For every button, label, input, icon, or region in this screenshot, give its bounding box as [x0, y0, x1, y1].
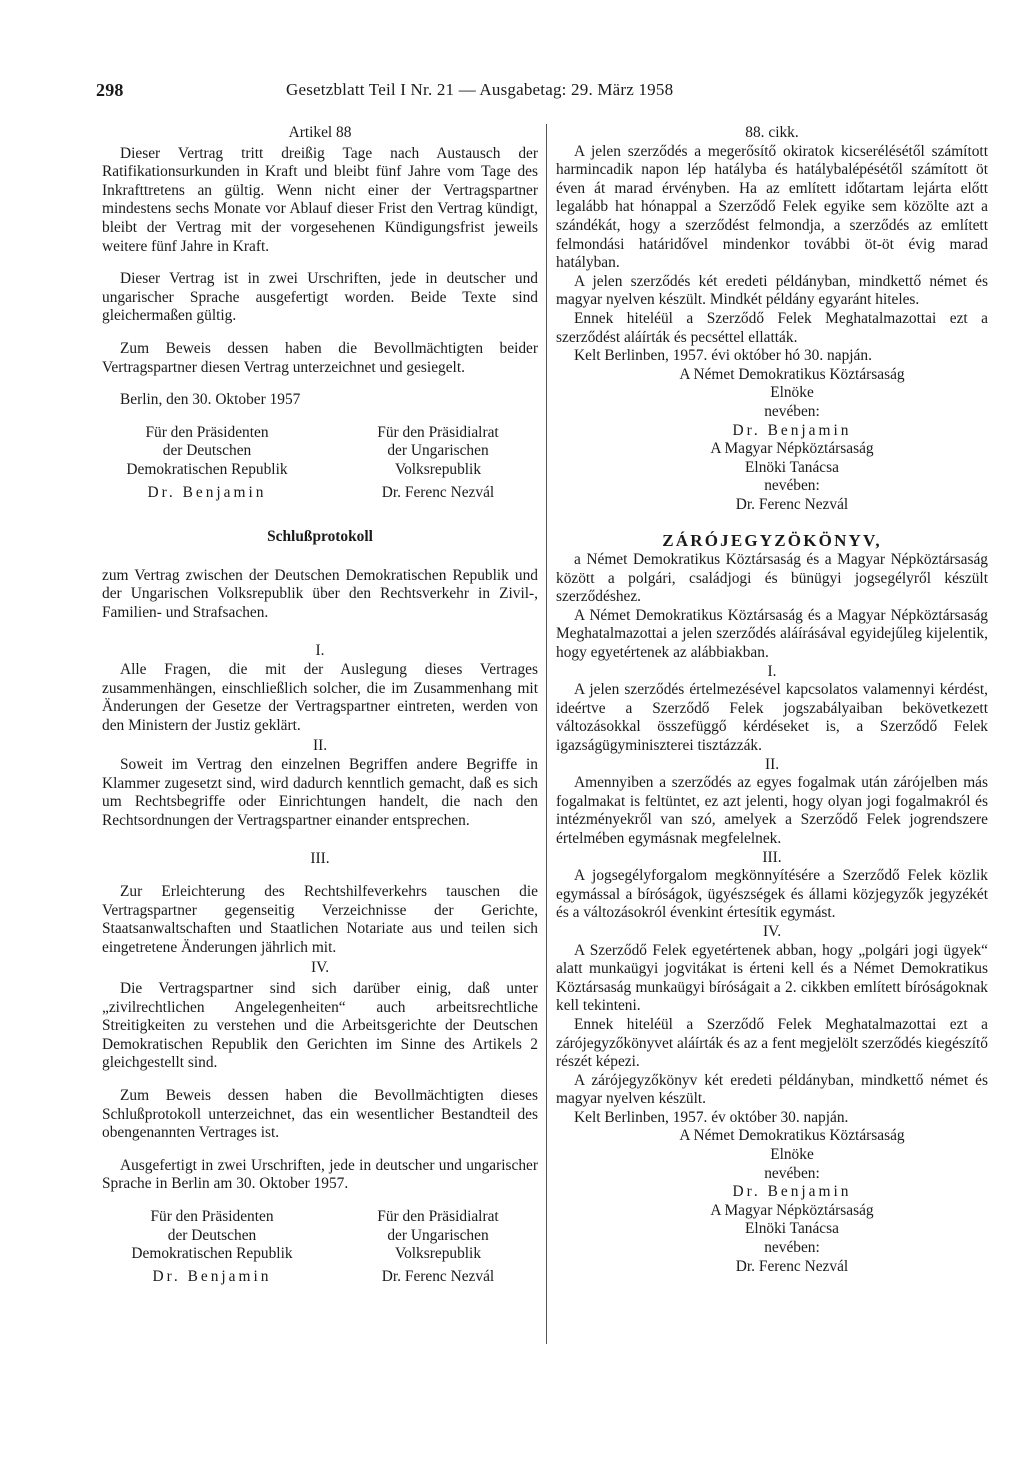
signature-hungary	[338, 424, 538, 502]
zarojegyzokonyv-title: ZÁRÓJEGYZÖKÖNYV,	[662, 531, 882, 551]
schlussprotokoll-title: Schlußprotokoll	[267, 528, 373, 546]
zarojegyzokonyv-paragraph: A Német Demokratikus Köztársaság és a Magyar Népköztársaság Meghatalmazottai a jelen szerződés aláírásával egyidejűleg kijelentik, hogy egyetértenek az alábbiakban.	[556, 606, 988, 662]
cikk-88-paragraph-2: A jelen szerződés két eredeti példányban, mindkettő német és magyar nyelven készült. Mindkét példány egyaránt hiteles.	[556, 272, 988, 309]
cikk-88-paragraph-3: Ennek hiteléül a Szerződő Felek Meghatalmazottai ezt a szerződést aláírták és pecséttel ellatták.	[556, 309, 988, 346]
page-header	[96, 80, 944, 108]
section-heading: II.	[764, 755, 780, 773]
section-heading: II.	[312, 737, 328, 755]
section-text: Alle Fragen, die mit der Auslegung dieses Vertrages zusammenhängen, einschließlich solcher, die im Zusammenhang mit Änderungen der Gesetze der Vertragspartner eintreten, werden von den Ministern der Justiz geklärt.	[102, 661, 538, 734]
signature-hungary	[338, 1208, 538, 1286]
signature-gdr	[596, 1127, 988, 1276]
signature-line: Für den Präsidialrat	[377, 1207, 499, 1225]
running-head: Gesetzblatt Teil I Nr. 21 — Ausgabetag: 29. März 1958	[286, 80, 674, 99]
signature-gdr	[102, 424, 312, 502]
section-text: A jogsegélyforgalom megkönnyítésére a Szerződő Felek közlik egymással a bíróságok, ügyészségek és állami közjegyzők jegyzékét és a változásokról évenkint értesítik egymást.	[556, 867, 988, 922]
column-divider	[546, 124, 547, 1344]
signature-line: Volksrepublik	[394, 460, 482, 478]
section-heading: I.	[315, 642, 325, 660]
signature-line: nevében:	[764, 1164, 820, 1182]
signature-block	[102, 1208, 538, 1286]
signatory-name: Dr. Ferenc Nezvál	[735, 1257, 849, 1275]
section-heading: III.	[310, 850, 330, 868]
schlussprotokoll-intro: zum Vertrag zwischen der Deutschen Demokratischen Republik und der Ungarischen Volksrepublik über den Rechtsverkehr in Zivil-, Familien- und Strafsachen.	[102, 566, 538, 621]
article-88-paragraph-2: Dieser Vertrag ist in zwei Urschriften, jede in deutscher und ungarischer Sprache ausgefertigt worden. Beide Texte sind gleichermaßen gültig.	[102, 270, 538, 325]
zarojegyzokonyv-paragraph: A zárójegyzőkönyv két eredeti példányban, mindkettő német és magyar nyelven készült.	[556, 1071, 988, 1108]
section-text: Zur Erleichterung des Rechtshilfeverkehrs tauschen die Vertragspartner gegenseitig Verzeichnisse der Gerichte, Staatsanwaltschaften und Staatlichen Notariate aus und teilen sich eingetretene Änderungen jährlich mit.	[102, 883, 538, 956]
signature-line: Elnöke	[770, 384, 814, 402]
section-heading: IV.	[762, 922, 782, 940]
signature-line: der Deutschen	[167, 1226, 257, 1244]
signature-line: Demokratischen Republik	[131, 1245, 293, 1263]
signature-line: Volksrepublik	[394, 1245, 482, 1263]
signature-block	[102, 424, 538, 502]
signature-gdr	[102, 1208, 322, 1286]
signature-line: der Ungarischen	[387, 1226, 489, 1244]
signatory-name: Dr. Ferenc Nezvál	[381, 1267, 495, 1285]
section-text: Die Vertragspartner sind sich darüber einig, daß unter „zivilrechtlichen Angelegenheiten“ auch arbeitsrechtliche Streitigkeiten zu verstehen und die Arbeitsgerichte der Deutschen Demokratischen Republik den Gerichten im Sinne des Artikels 2 gleichgestellt sind.	[102, 979, 538, 1072]
section-text: A Szerződő Felek egyetértenek abban, hogy „polgári jogi ügyek“ alatt munkaügyi jogvitákat is érteni kell és a Német Demokratikus Köztársaság munkaügyi bíróságait a 2. cikkben említett bíróságoknak kell tekinteni.	[556, 941, 988, 1015]
section-text: Amennyiben a szerződés az egyes fogalmak után zárójelben más fogalmakat is feltüntet, ez azt jelenti, hogy olyan jogi fogalmakról és intézményekről van szó, amelyek a Szerződő Felek jogrendszere értelmében egymásnak megfelelnek.	[556, 774, 988, 847]
signature-line: der Deutschen	[162, 442, 252, 460]
section-text: Soweit im Vertrag den einzelnen Begriffen andere Begriffe in Klammer zugesetzt sind, wird dadurch kenntlich gemacht, daß es sich um Rechtsbegriffe oder Einrichtungen handelt, die nach den Rechtsordnungen der Vertragspartner einander entsprechen.	[102, 756, 538, 829]
signatory-name: Dr. Benjamin	[732, 421, 852, 439]
signature-line: Demokratischen Republik	[126, 460, 288, 478]
page-number: 298	[96, 80, 124, 100]
article-88-heading: Artikel 88	[288, 124, 352, 141]
signature-line: Elnöki Tanácsa	[745, 1220, 839, 1238]
signature-line: Elnöki Tanácsa	[745, 458, 839, 476]
cikk-88-paragraph-1: A jelen szerződés a megerősítő okiratok kicserélésétől számított harmincadik napon lép hatályba és hatálybalépésétől számított öt éven át marad érvényben. Ha az említett időtartam lejárta előtt legalább hat hónappal a Szerződő Felek egyike sem közölte azt a szándékát, hogy a szerződést felmondja, a szerződés az említett felmondási határidővel mindenkor további öt-öt évig marad hatályban.	[556, 142, 988, 272]
section-heading: III.	[762, 848, 782, 866]
signatory-name: Dr. Benjamin	[732, 1183, 852, 1201]
signatory-name: Dr. Benjamin	[147, 483, 267, 501]
right-column	[556, 124, 988, 1276]
section-heading: IV.	[310, 959, 330, 977]
zarojegyzokonyv-intro: a Német Demokratikus Köztársaság és a Magyar Népköztársaság között a polgári, családjogi és bünügyi jogsegélyről készült szerződéshez.	[556, 551, 988, 606]
signature-line: Für den Präsidenten	[145, 423, 269, 441]
signature-line: der Ungarischen	[387, 442, 489, 460]
schlussprotokoll-paragraph: Zum Beweis dessen haben die Bevollmächtigten dieses Schlußprotokoll unterzeichnet, das ein wesentlicher Bestandteil des obengenannten Vertrages ist.	[102, 1086, 538, 1142]
signature-line: Für den Präsidialrat	[377, 423, 499, 441]
signature-line: A Német Demokratikus Köztársaság	[679, 365, 905, 383]
article-88-paragraph-1: Dieser Vertrag tritt dreißig Tage nach Austausch der Ratifikationsurkunden in Kraft und bleibt fünf Jahre vom Tage des Inkrafttretens an gültig. Wenn nicht einer der Vertragspartner mindestens sechs Monate vor Ablauf dieser Frist den Vertrag kündigt, bleibt der Vertrag mit der vorgesehenen Kündigungsfrist jeweils weitere fünf Jahre in Kraft.	[102, 144, 538, 255]
signatory-name: Dr. Benjamin	[152, 1267, 272, 1285]
signature-line: Für den Präsidenten	[150, 1207, 274, 1225]
section-heading: I.	[767, 662, 777, 680]
place-date: Kelt Berlinben, 1957. évi október hó 30. napján.	[574, 347, 872, 365]
signature-line: A Magyar Népköztársaság	[710, 440, 874, 458]
article-88-paragraph-3: Zum Beweis dessen haben die Bevollmächtigten beider Vertragspartner diesen Vertrag unterzeichnet und gesiegelt.	[102, 339, 538, 376]
place-date: Berlin, den 30. Oktober 1957	[120, 391, 301, 409]
signature-line: A Német Demokratikus Köztársaság	[679, 1127, 905, 1145]
section-text: A jelen szerződés értelmezésével kapcsolatos valamennyi kérdést, ideértve a Szerződő Felek jogszabályaiban bekövetkezett változásokkal összefüggő kérdéseket is, a Szerződő Felek igazságügyminiszterei tisztázzák.	[556, 681, 988, 754]
zarojegyzokonyv-paragraph: Ennek hiteléül a Szerződő Felek Meghatalmazottai ezt a zárójegyzőkönyvet aláírták és az a fent megjelölt szerződés kiegészítő részét képezi.	[556, 1015, 988, 1071]
signature-line: nevében:	[764, 477, 820, 495]
signature-line: A Magyar Népköztársaság	[710, 1201, 874, 1219]
signature-line: nevében:	[764, 1239, 820, 1257]
signature-line: nevében:	[764, 402, 820, 420]
signature-line: Elnöke	[770, 1146, 814, 1164]
signature-gdr	[596, 366, 988, 515]
left-column	[102, 124, 538, 1286]
schlussprotokoll-paragraph: Ausgefertigt in zwei Urschriften, jede in deutscher und ungarischer Sprache in Berlin am 30. Oktober 1957.	[102, 1156, 538, 1193]
cikk-88-heading: 88. cikk.	[745, 124, 799, 141]
signatory-name: Dr. Ferenc Nezvál	[381, 483, 495, 501]
place-date: Kelt Berlinben, 1957. év október 30. napján.	[574, 1108, 849, 1126]
signatory-name: Dr. Ferenc Nezvál	[735, 495, 849, 513]
